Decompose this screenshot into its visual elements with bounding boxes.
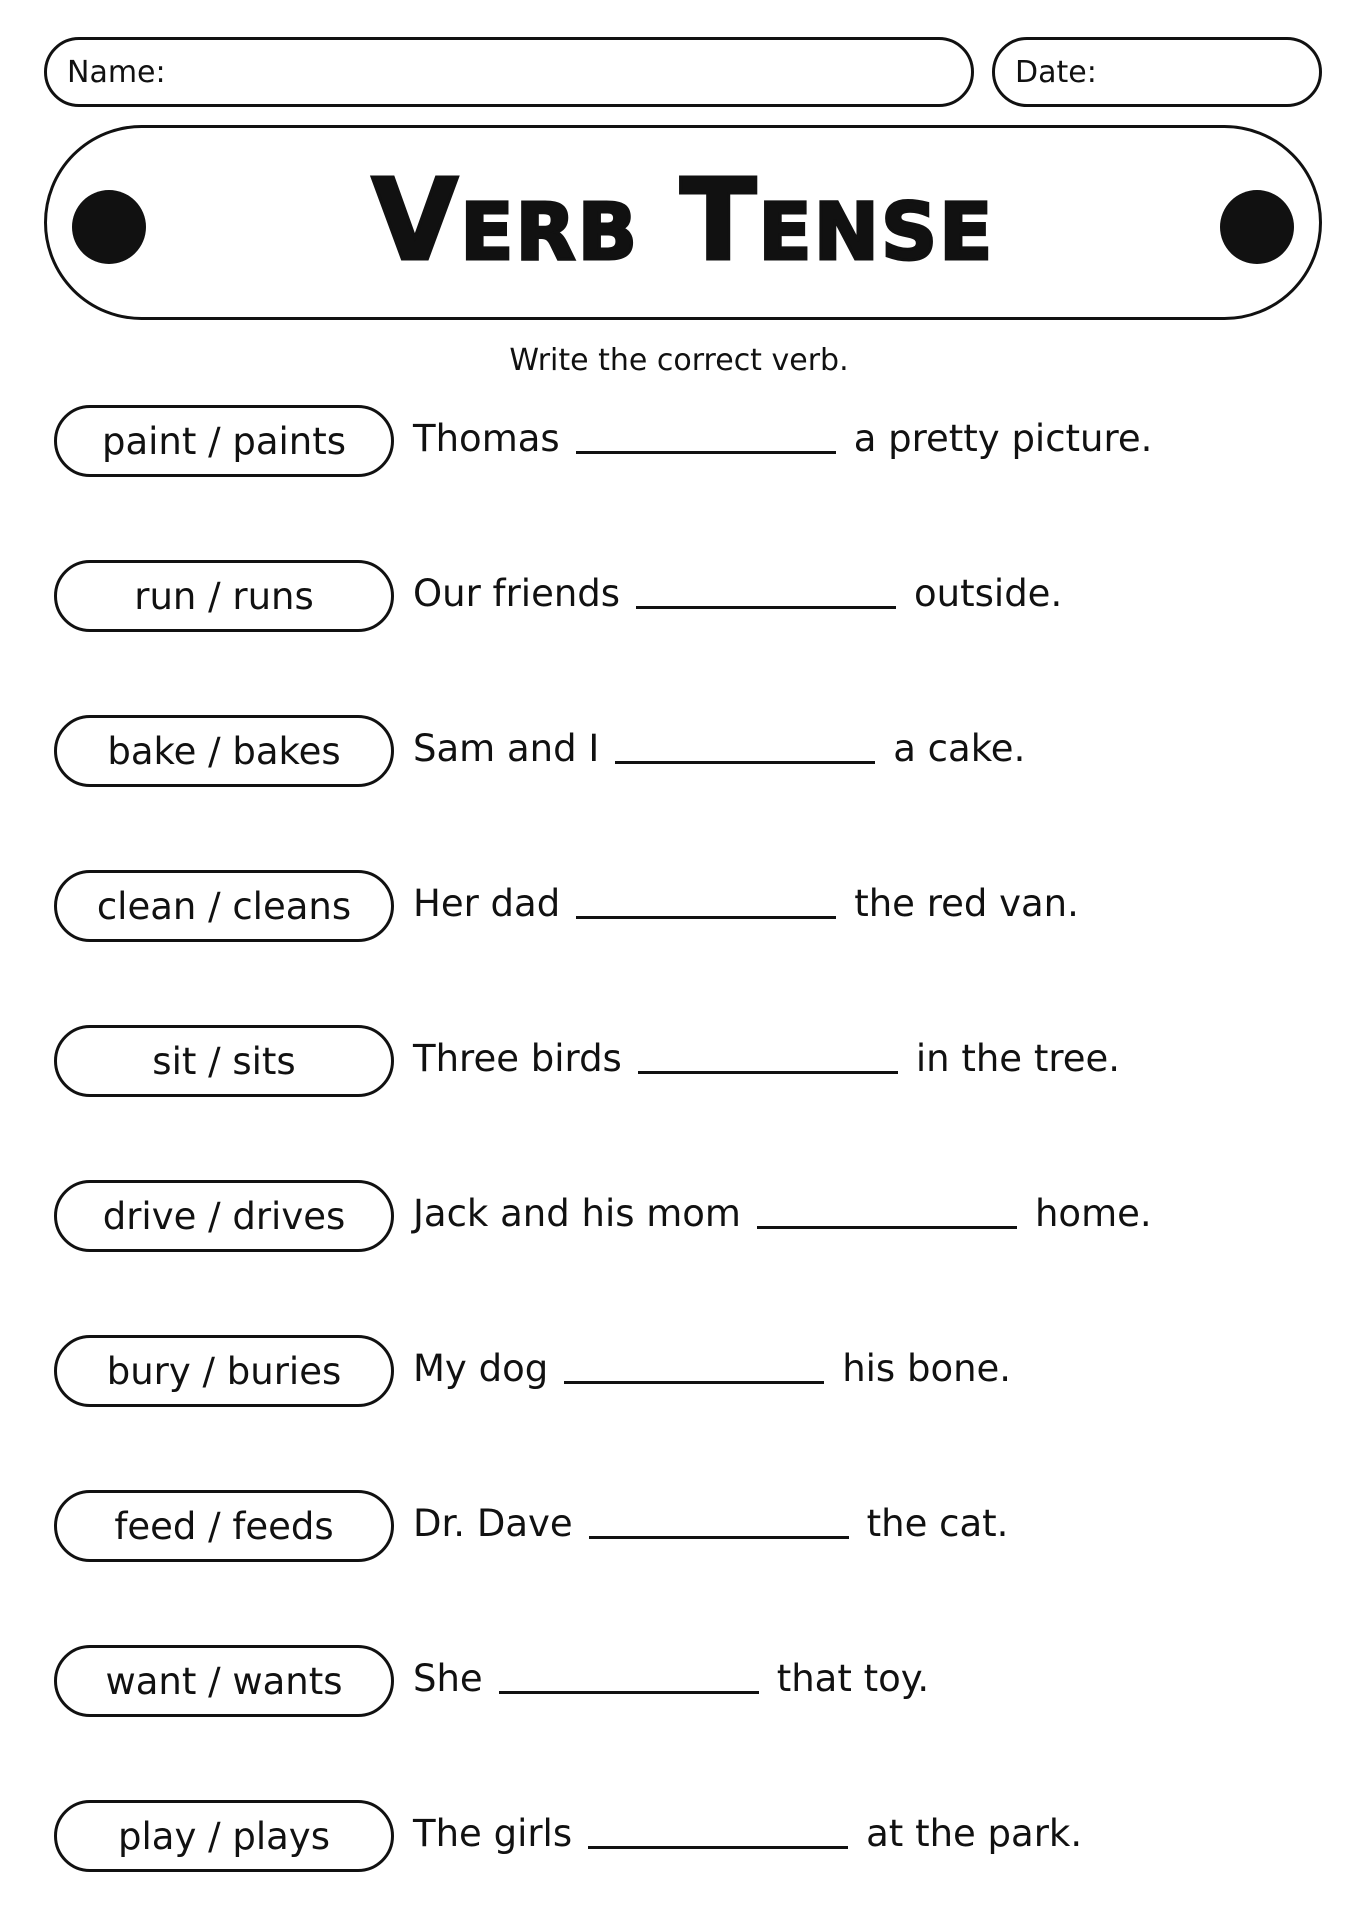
sentence xyxy=(413,1657,929,1700)
answer-blank[interactable] xyxy=(576,916,836,919)
sentence-start: Three birds xyxy=(413,1037,622,1080)
sentence-start: Jack and his mom xyxy=(413,1192,741,1235)
sentence xyxy=(413,1347,1011,1390)
answer-blank[interactable] xyxy=(588,1846,848,1849)
verb-choices: sit / sits xyxy=(54,1025,394,1097)
name-label: Name: xyxy=(67,54,166,90)
sentence-start: Dr. Dave xyxy=(413,1502,573,1545)
sentence-end: a pretty picture. xyxy=(853,417,1153,460)
sentence xyxy=(413,1812,1082,1855)
question-row xyxy=(0,1645,1358,1719)
answer-blank[interactable] xyxy=(757,1226,1017,1229)
verb-choices: feed / feeds xyxy=(54,1490,394,1562)
verb-choices: bury / buries xyxy=(54,1335,394,1407)
sentence-end: in the tree. xyxy=(915,1037,1121,1080)
answer-blank[interactable] xyxy=(499,1691,759,1694)
date-label: Date: xyxy=(1015,54,1097,90)
question-row xyxy=(0,715,1358,789)
sentence-start: Her dad xyxy=(413,882,561,925)
title-banner xyxy=(44,125,1322,320)
verb-choices: drive / drives xyxy=(54,1180,394,1252)
sentence xyxy=(413,1502,1008,1545)
instructions-text: Write the correct verb. xyxy=(509,343,849,378)
answer-blank[interactable] xyxy=(589,1536,849,1539)
verb-choices: play / plays xyxy=(54,1800,394,1872)
sentence-end: the red van. xyxy=(854,882,1079,925)
question-row xyxy=(0,1490,1358,1564)
answer-blank[interactable] xyxy=(576,451,836,454)
sentence-start: Sam and I xyxy=(413,727,600,770)
sentence xyxy=(413,572,1062,615)
question-row xyxy=(0,560,1358,634)
sentence-end: that toy. xyxy=(776,1657,930,1700)
verb-choices: bake / bakes xyxy=(54,715,394,787)
sentence-start: She xyxy=(413,1657,483,1700)
question-row xyxy=(0,1025,1358,1099)
sentence-end: home. xyxy=(1034,1192,1152,1235)
name-field[interactable] xyxy=(44,37,974,107)
sentence xyxy=(413,1037,1120,1080)
sentence-start: Our friends xyxy=(413,572,621,615)
sentence-start: Thomas xyxy=(413,417,560,460)
verb-choices: want / wants xyxy=(54,1645,394,1717)
verb-choices: clean / cleans xyxy=(54,870,394,942)
answer-blank[interactable] xyxy=(564,1381,824,1384)
sentence xyxy=(413,882,1079,925)
sentence-end: his bone. xyxy=(842,1347,1012,1390)
question-row xyxy=(0,1180,1358,1254)
answer-blank[interactable] xyxy=(638,1071,898,1074)
sentence xyxy=(413,727,1025,770)
right-dot-icon xyxy=(1220,190,1294,264)
question-row xyxy=(0,1800,1358,1874)
sentence-end: the cat. xyxy=(866,1502,1009,1545)
sentence-end: a cake. xyxy=(893,727,1026,770)
verb-choices: paint / paints xyxy=(54,405,394,477)
date-field[interactable] xyxy=(992,37,1322,107)
verb-choices: run / runs xyxy=(54,560,394,632)
question-row xyxy=(0,870,1358,944)
answer-blank[interactable] xyxy=(636,606,896,609)
sentence-end: at the park. xyxy=(866,1812,1083,1855)
sentence xyxy=(413,417,1152,460)
answer-blank[interactable] xyxy=(615,761,875,764)
sentence xyxy=(413,1192,1152,1235)
question-row xyxy=(0,1335,1358,1409)
page-title: Verb Tense xyxy=(371,156,995,286)
question-row xyxy=(0,405,1358,479)
sentence-end: outside. xyxy=(914,572,1063,615)
sentence-start: My dog xyxy=(413,1347,549,1390)
sentence-start: The girls xyxy=(413,1812,573,1855)
